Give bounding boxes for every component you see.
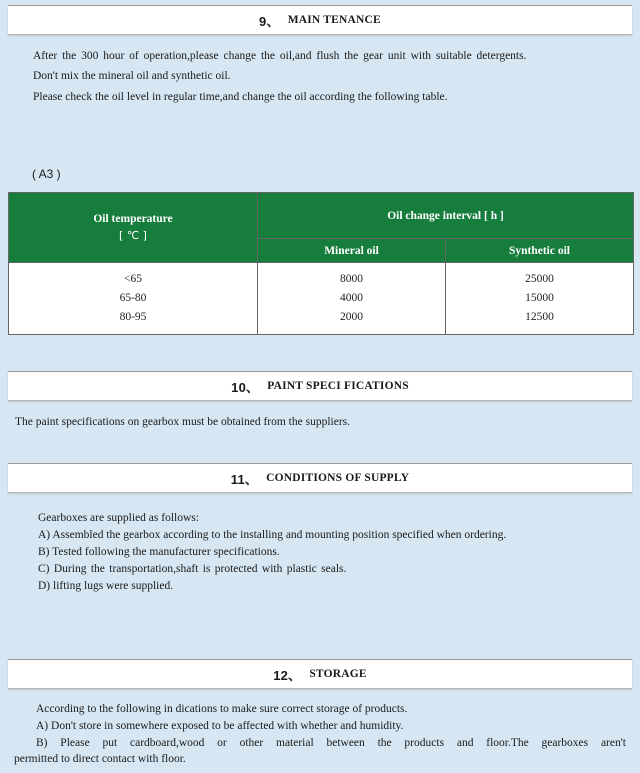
mineral-row-1: 8000 [340, 273, 363, 285]
oil-change-interval-header: Oil change interval [ h ] [258, 193, 634, 239]
temperature-cell [9, 263, 258, 335]
synthetic-row-3: 12500 [525, 311, 554, 323]
section-9-header [8, 5, 632, 35]
mineral-row-2: 4000 [340, 292, 363, 304]
supply-line-4: C) During the transportation,shaft is protected with plastic seals. [38, 563, 347, 575]
section-number: 10、 [231, 379, 260, 395]
mineral-row-3: 2000 [340, 311, 363, 323]
section-title: PAINT SPECI FICATIONS [267, 380, 409, 392]
supply-line-5: D) lifting lugs were supplied. [38, 580, 174, 592]
table-label: ( A3 ) [32, 167, 61, 181]
storage-line-3: B) Please put cardboard,wood or other material between the products and floor.The gearboxes aren't [36, 737, 626, 749]
oil-temperature-unit: [ ℃ ] [119, 229, 147, 242]
supply-line-1: Gearboxes are supplied as follows: [38, 512, 199, 524]
oil-change-table [8, 192, 634, 335]
section-10-header [8, 371, 632, 401]
synthetic-row-1: 25000 [525, 273, 554, 285]
synthetic-row-2: 15000 [525, 292, 554, 304]
maintenance-line-1: After the 300 hour of operation,please change the oil,and flush the gear unit with suitable detergents. [33, 50, 527, 62]
temp-row-3: 80-95 [119, 311, 147, 323]
storage-line-2: A) Don't store in somewhere exposed to be affected with whether and humidity. [36, 720, 404, 732]
mineral-oil-cell [258, 263, 446, 335]
storage-line-1: According to the following in dications to make sure correct storage of products. [36, 703, 408, 715]
paint-spec-text: The paint specifications on gearbox must be obtained from the suppliers. [15, 416, 351, 428]
oil-temperature-label: Oil temperature [93, 213, 173, 225]
supply-line-2: A) Assembled the gearbox according to the installing and mounting position specified when ordering. [38, 529, 507, 541]
temp-row-1: <65 [124, 273, 142, 285]
maintenance-line-2: Don't mix the mineral oil and synthetic oil. [33, 70, 231, 82]
section-title: MAIN TENANCE [287, 14, 381, 26]
storage-line-4: permitted to direct contact with floor. [14, 753, 186, 765]
maintenance-line-3: Please check the oil level in regular time,and change the oil according the following table. [33, 91, 448, 103]
section-title: STORAGE [309, 668, 367, 680]
section-number: 11、 [230, 471, 259, 487]
section-title: CONDITIONS OF SUPPLY [266, 472, 410, 484]
section-number: 9、 [259, 13, 280, 29]
synthetic-oil-cell [446, 263, 634, 335]
section-number: 12、 [273, 667, 302, 683]
oil-temperature-header [9, 193, 258, 263]
synthetic-oil-header: Synthetic oil [446, 239, 634, 263]
section-12-header [8, 659, 632, 689]
supply-line-3: B) Tested following the manufacturer specifications. [38, 546, 280, 558]
mineral-oil-header: Mineral oil [258, 239, 446, 263]
temp-row-2: 65-80 [119, 292, 147, 304]
section-11-header [8, 463, 632, 493]
